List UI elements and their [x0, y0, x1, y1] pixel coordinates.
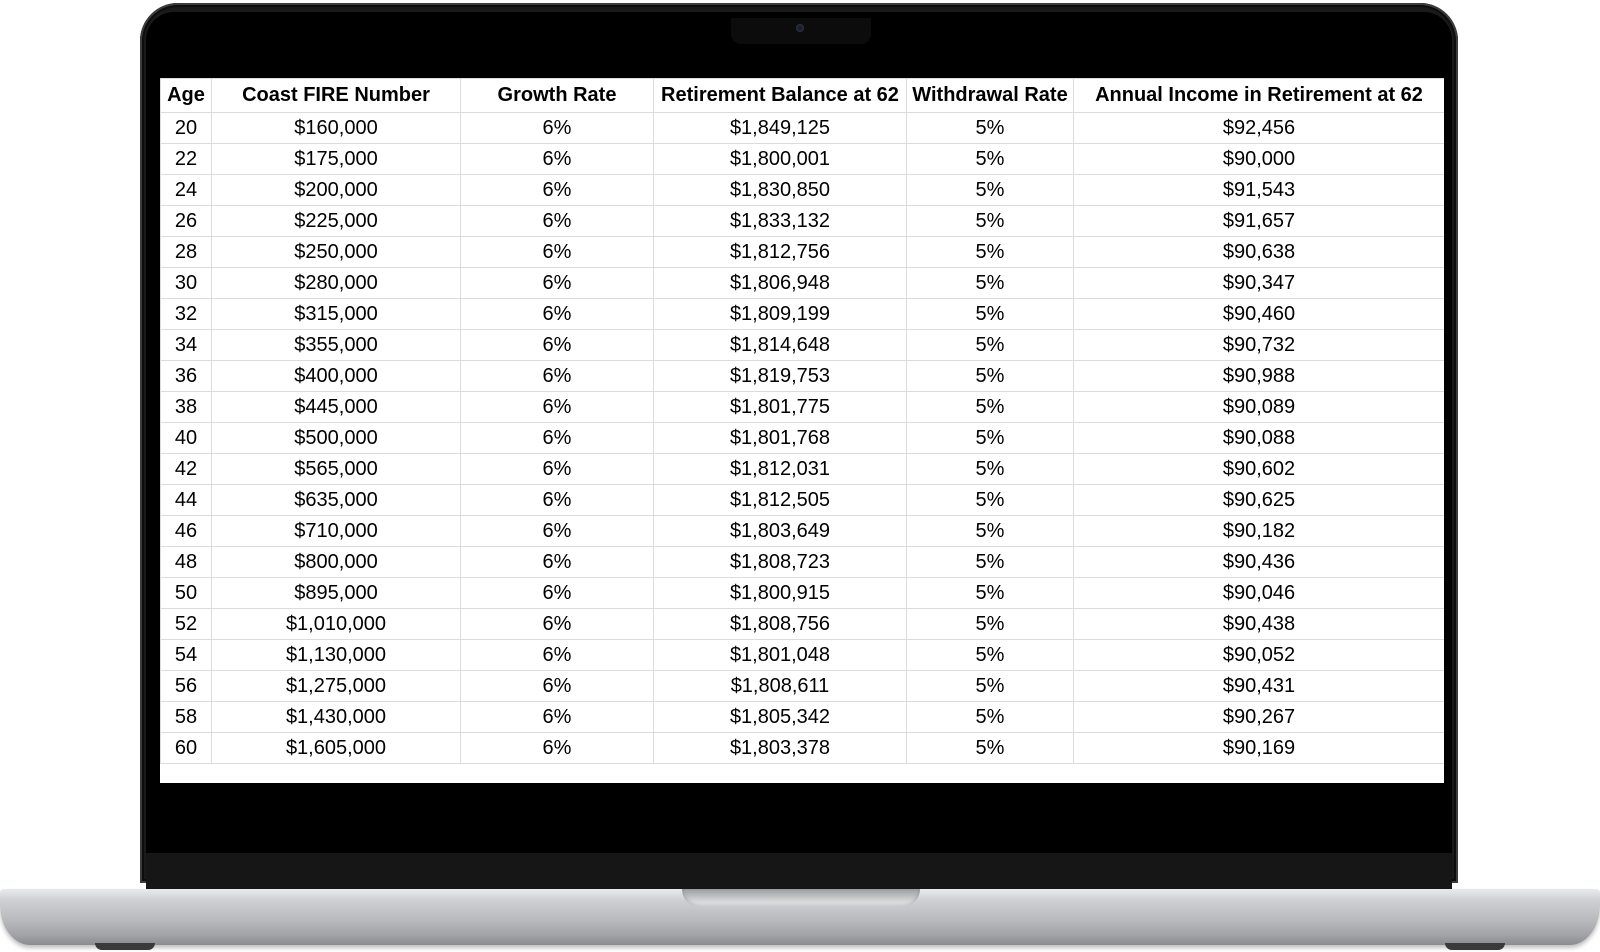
cell-retirement-balance[interactable]: $1,800,001: [654, 144, 907, 175]
table-row: [161, 268, 1445, 299]
cell-annual-income[interactable]: $90,602: [1074, 454, 1445, 485]
table-row: [161, 206, 1445, 237]
cell-annual-income[interactable]: $91,543: [1074, 175, 1445, 206]
header-withdrawal-rate[interactable]: Withdrawal Rate: [907, 79, 1074, 113]
cell-age[interactable]: 22: [161, 144, 212, 175]
cell-retirement-balance[interactable]: $1,833,132: [654, 206, 907, 237]
cell-coast-fire-number[interactable]: $1,605,000: [212, 733, 461, 764]
cell-growth-rate[interactable]: 6%: [461, 702, 654, 733]
cell-age[interactable]: 52: [161, 609, 212, 640]
cell-withdrawal-rate[interactable]: 5%: [907, 268, 1074, 299]
cell-age[interactable]: 54: [161, 640, 212, 671]
cell-coast-fire-number[interactable]: $315,000: [212, 299, 461, 330]
cell-retirement-balance[interactable]: $1,830,850: [654, 175, 907, 206]
cell-annual-income[interactable]: $90,182: [1074, 516, 1445, 547]
cell-withdrawal-rate[interactable]: 5%: [907, 640, 1074, 671]
cell-age[interactable]: 32: [161, 299, 212, 330]
cell-coast-fire-number[interactable]: $400,000: [212, 361, 461, 392]
cell-annual-income[interactable]: $90,460: [1074, 299, 1445, 330]
cell-age[interactable]: 28: [161, 237, 212, 268]
cell-age[interactable]: 30: [161, 268, 212, 299]
table-row: [161, 578, 1445, 609]
header-growth-rate[interactable]: Growth Rate: [461, 79, 654, 113]
cell-annual-income[interactable]: $90,988: [1074, 361, 1445, 392]
cell-growth-rate[interactable]: 6%: [461, 609, 654, 640]
cell-retirement-balance[interactable]: $1,849,125: [654, 113, 907, 144]
spreadsheet-screen: [160, 78, 1444, 783]
laptop-chin: [146, 853, 1452, 889]
cell-withdrawal-rate[interactable]: 5%: [907, 299, 1074, 330]
cell-retirement-balance[interactable]: $1,819,753: [654, 361, 907, 392]
cell-growth-rate[interactable]: 6%: [461, 237, 654, 268]
cell-retirement-balance[interactable]: $1,812,505: [654, 485, 907, 516]
table-row: [161, 640, 1445, 671]
cell-withdrawal-rate[interactable]: 5%: [907, 485, 1074, 516]
cell-annual-income[interactable]: $90,625: [1074, 485, 1445, 516]
cell-growth-rate[interactable]: 6%: [461, 392, 654, 423]
cell-coast-fire-number[interactable]: $1,430,000: [212, 702, 461, 733]
cell-withdrawal-rate[interactable]: 5%: [907, 175, 1074, 206]
cell-withdrawal-rate[interactable]: 5%: [907, 516, 1074, 547]
cell-retirement-balance[interactable]: $1,809,199: [654, 299, 907, 330]
cell-withdrawal-rate[interactable]: 5%: [907, 547, 1074, 578]
cell-annual-income[interactable]: $90,089: [1074, 392, 1445, 423]
cell-age[interactable]: 44: [161, 485, 212, 516]
cell-growth-rate[interactable]: 6%: [461, 299, 654, 330]
cell-retirement-balance[interactable]: $1,803,649: [654, 516, 907, 547]
cell-growth-rate[interactable]: 6%: [461, 485, 654, 516]
header-age[interactable]: Age: [161, 79, 212, 113]
cell-coast-fire-number[interactable]: $445,000: [212, 392, 461, 423]
cell-growth-rate[interactable]: 6%: [461, 268, 654, 299]
cell-annual-income[interactable]: $90,638: [1074, 237, 1445, 268]
cell-age[interactable]: 56: [161, 671, 212, 702]
cell-age[interactable]: 34: [161, 330, 212, 361]
header-coast-fire-number[interactable]: Coast FIRE Number: [212, 79, 461, 113]
cell-age[interactable]: 60: [161, 733, 212, 764]
cell-annual-income[interactable]: $90,436: [1074, 547, 1445, 578]
cell-coast-fire-number[interactable]: $1,275,000: [212, 671, 461, 702]
cell-growth-rate[interactable]: 6%: [461, 206, 654, 237]
cell-coast-fire-number[interactable]: $565,000: [212, 454, 461, 485]
cell-annual-income[interactable]: $90,169: [1074, 733, 1445, 764]
cell-retirement-balance[interactable]: $1,803,378: [654, 733, 907, 764]
cell-withdrawal-rate[interactable]: 5%: [907, 361, 1074, 392]
table-row: [161, 516, 1445, 547]
cell-withdrawal-rate[interactable]: 5%: [907, 454, 1074, 485]
cell-coast-fire-number[interactable]: $1,010,000: [212, 609, 461, 640]
table-row: [161, 485, 1445, 516]
cell-retirement-balance[interactable]: $1,808,723: [654, 547, 907, 578]
cell-growth-rate[interactable]: 6%: [461, 547, 654, 578]
cell-withdrawal-rate[interactable]: 5%: [907, 330, 1074, 361]
cell-age[interactable]: 24: [161, 175, 212, 206]
table-row: [161, 113, 1445, 144]
cell-growth-rate[interactable]: 6%: [461, 423, 654, 454]
cell-annual-income[interactable]: $90,000: [1074, 144, 1445, 175]
cell-coast-fire-number[interactable]: $1,130,000: [212, 640, 461, 671]
cell-annual-income[interactable]: $90,267: [1074, 702, 1445, 733]
cell-growth-rate[interactable]: 6%: [461, 330, 654, 361]
cell-coast-fire-number[interactable]: $635,000: [212, 485, 461, 516]
table-row: [161, 330, 1445, 361]
table-row: [161, 237, 1445, 268]
cell-retirement-balance[interactable]: $1,808,611: [654, 671, 907, 702]
cell-age[interactable]: 48: [161, 547, 212, 578]
laptop-foot-right: [1445, 943, 1505, 950]
cell-growth-rate[interactable]: 6%: [461, 671, 654, 702]
cell-coast-fire-number[interactable]: $355,000: [212, 330, 461, 361]
cell-coast-fire-number[interactable]: $280,000: [212, 268, 461, 299]
table-row: [161, 609, 1445, 640]
cell-withdrawal-rate[interactable]: 5%: [907, 144, 1074, 175]
cell-annual-income[interactable]: $90,052: [1074, 640, 1445, 671]
table-row: [161, 454, 1445, 485]
cell-withdrawal-rate[interactable]: 5%: [907, 578, 1074, 609]
cell-annual-income[interactable]: $91,657: [1074, 206, 1445, 237]
header-row: [161, 79, 1445, 113]
cell-age[interactable]: 20: [161, 113, 212, 144]
cell-growth-rate[interactable]: 6%: [461, 361, 654, 392]
cell-retirement-balance[interactable]: $1,805,342: [654, 702, 907, 733]
cell-coast-fire-number[interactable]: $200,000: [212, 175, 461, 206]
cell-retirement-balance[interactable]: $1,800,915: [654, 578, 907, 609]
coast-fire-table: [160, 78, 1444, 764]
cell-retirement-balance[interactable]: $1,801,775: [654, 392, 907, 423]
cell-withdrawal-rate[interactable]: 5%: [907, 206, 1074, 237]
header-annual-income[interactable]: Annual Income in Retirement at 62: [1074, 79, 1445, 113]
cell-retirement-balance[interactable]: $1,806,948: [654, 268, 907, 299]
cell-age[interactable]: 46: [161, 516, 212, 547]
cell-age[interactable]: 36: [161, 361, 212, 392]
cell-withdrawal-rate[interactable]: 5%: [907, 423, 1074, 454]
cell-growth-rate[interactable]: 6%: [461, 454, 654, 485]
table-row: [161, 423, 1445, 454]
camera-icon: [796, 24, 804, 32]
table-row: [161, 702, 1445, 733]
cell-withdrawal-rate[interactable]: 5%: [907, 392, 1074, 423]
cell-age[interactable]: 40: [161, 423, 212, 454]
cell-coast-fire-number[interactable]: $500,000: [212, 423, 461, 454]
cell-withdrawal-rate[interactable]: 5%: [907, 671, 1074, 702]
table-row: [161, 733, 1445, 764]
cell-annual-income[interactable]: $90,088: [1074, 423, 1445, 454]
cell-coast-fire-number[interactable]: $895,000: [212, 578, 461, 609]
cell-coast-fire-number[interactable]: $250,000: [212, 237, 461, 268]
cell-retirement-balance[interactable]: $1,801,768: [654, 423, 907, 454]
cell-growth-rate[interactable]: 6%: [461, 733, 654, 764]
cell-retirement-balance[interactable]: $1,801,048: [654, 640, 907, 671]
cell-growth-rate[interactable]: 6%: [461, 175, 654, 206]
table-row: [161, 547, 1445, 578]
cell-growth-rate[interactable]: 6%: [461, 113, 654, 144]
cell-retirement-balance[interactable]: $1,812,031: [654, 454, 907, 485]
cell-withdrawal-rate[interactable]: 5%: [907, 702, 1074, 733]
cell-coast-fire-number[interactable]: $175,000: [212, 144, 461, 175]
table-row: [161, 299, 1445, 330]
header-retirement-balance[interactable]: Retirement Balance at 62: [654, 79, 907, 113]
cell-annual-income[interactable]: $90,732: [1074, 330, 1445, 361]
cell-age[interactable]: 26: [161, 206, 212, 237]
table-row: [161, 175, 1445, 206]
cell-coast-fire-number[interactable]: $710,000: [212, 516, 461, 547]
cell-growth-rate[interactable]: 6%: [461, 144, 654, 175]
cell-annual-income[interactable]: $90,431: [1074, 671, 1445, 702]
table-row: [161, 392, 1445, 423]
cell-coast-fire-number[interactable]: $800,000: [212, 547, 461, 578]
table-row: [161, 361, 1445, 392]
cell-withdrawal-rate[interactable]: 5%: [907, 113, 1074, 144]
laptop-foot-left: [95, 943, 155, 950]
cell-annual-income[interactable]: $92,456: [1074, 113, 1445, 144]
cell-growth-rate[interactable]: 6%: [461, 640, 654, 671]
cell-growth-rate[interactable]: 6%: [461, 516, 654, 547]
cell-retirement-balance[interactable]: $1,812,756: [654, 237, 907, 268]
cell-annual-income[interactable]: $90,347: [1074, 268, 1445, 299]
cell-retirement-balance[interactable]: $1,808,756: [654, 609, 907, 640]
table-row: [161, 144, 1445, 175]
table-row: [161, 671, 1445, 702]
trackpad-notch: [682, 889, 920, 907]
cell-annual-income[interactable]: $90,046: [1074, 578, 1445, 609]
cell-age[interactable]: 38: [161, 392, 212, 423]
cell-age[interactable]: 58: [161, 702, 212, 733]
cell-annual-income[interactable]: $90,438: [1074, 609, 1445, 640]
cell-growth-rate[interactable]: 6%: [461, 578, 654, 609]
cell-coast-fire-number[interactable]: $160,000: [212, 113, 461, 144]
table-body: [161, 113, 1445, 764]
cell-age[interactable]: 50: [161, 578, 212, 609]
cell-retirement-balance[interactable]: $1,814,648: [654, 330, 907, 361]
cell-withdrawal-rate[interactable]: 5%: [907, 609, 1074, 640]
cell-withdrawal-rate[interactable]: 5%: [907, 733, 1074, 764]
cell-age[interactable]: 42: [161, 454, 212, 485]
cell-withdrawal-rate[interactable]: 5%: [907, 237, 1074, 268]
cell-coast-fire-number[interactable]: $225,000: [212, 206, 461, 237]
